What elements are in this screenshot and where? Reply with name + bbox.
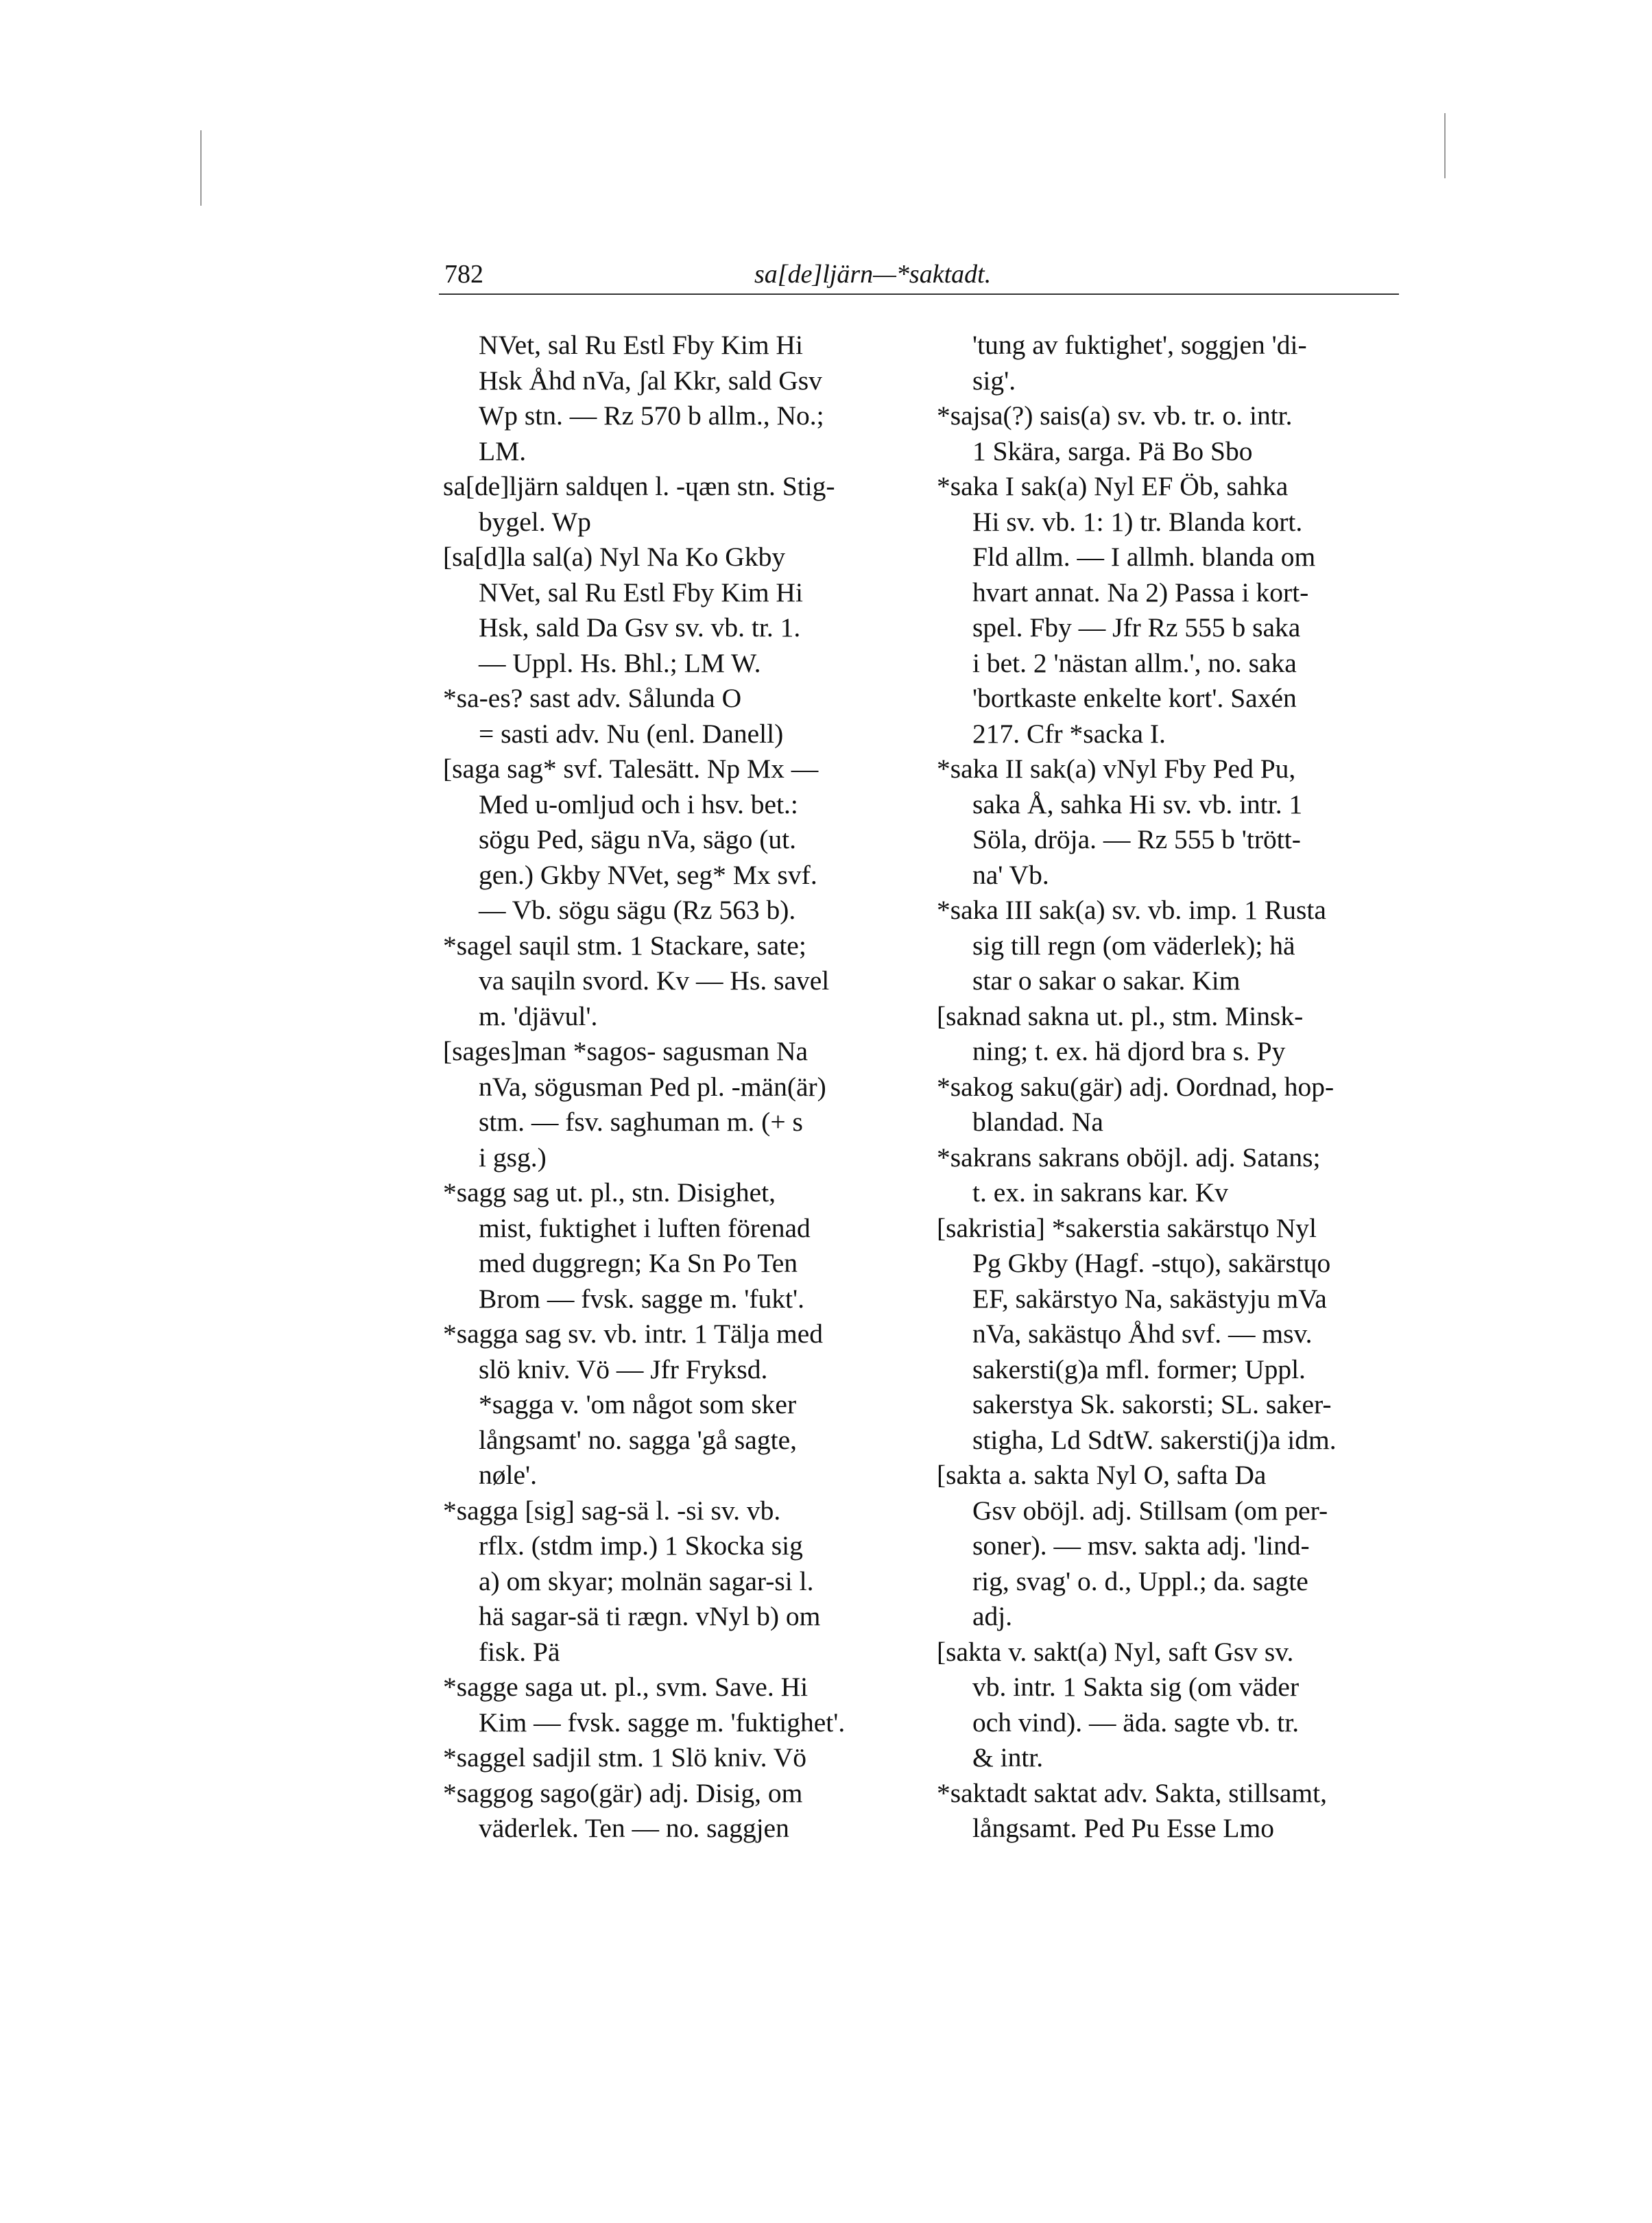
entry-line: vb. intr. 1 Sakta sig (om väder <box>972 1672 1300 1702</box>
running-head: sa[de]ljärn—*saktadt. <box>754 260 992 289</box>
entry-line: *saggog sago(gär) adj. Disig, om <box>443 1777 803 1808</box>
entry-line: *sagga [sig] sag-sä l. -si sv. vb. <box>443 1495 781 1526</box>
entry-line: star o sakar o sakar. Kim <box>972 965 1241 996</box>
entry-line: *sajsa(?) sais(a) sv. vb. tr. o. intr. <box>937 400 1293 431</box>
entry-line: rig, svag' o. d., Uppl.; da. sagte <box>972 1565 1308 1596</box>
entry-line: Hi sv. vb. 1: 1) tr. Blanda kort. <box>972 506 1303 537</box>
entry-line: *sagge saga ut. pl., svm. Save. Hi <box>443 1672 809 1702</box>
entry-line: NVet, sal Ru Estl Fby Kim Hi <box>479 330 803 360</box>
entry-line: saka Å, sahka Hi sv. vb. intr. 1 <box>972 789 1303 819</box>
entry-line: långsamt. Ped Pu Esse Lmo <box>972 1813 1274 1843</box>
entry-line: bygel. Wp <box>479 506 591 537</box>
entry-line: & intr. <box>972 1742 1044 1773</box>
entry-line: ning; t. ex. hä djord bra s. Py <box>972 1036 1286 1066</box>
entry-line: LM. <box>479 435 527 466</box>
entry-line: 1 Skära, sarga. Pä Bo Sbo <box>972 435 1253 466</box>
entry-line: *sakog saku(gär) adj. Oordnad, hop- <box>937 1071 1334 1102</box>
entry-line: [sakta v. sakt(a) Nyl, saft Gsv sv. <box>937 1636 1294 1667</box>
entry-line: Söla, dröja. — Rz 555 b 'trött- <box>972 824 1301 854</box>
entry-line: *saktadt saktat adv. Sakta, stillsamt, <box>937 1777 1327 1808</box>
entry-line: — Vb. sögu sägu (Rz 563 b). <box>479 895 796 925</box>
entry-line: *sagga sag sv. vb. intr. 1 Tälja med <box>443 1319 824 1349</box>
entry-line: *saka I sak(a) Nyl EF Öb, sahka <box>937 471 1289 501</box>
entry-line: *sagg sag ut. pl., stn. Disighet, <box>443 1177 776 1207</box>
entry-line: [sakristia] *sakerstia sakärstɥo Nyl <box>937 1212 1317 1243</box>
entry-line: [saknad sakna ut. pl., stm. Minsk- <box>937 1000 1304 1031</box>
entry-line: [saga sag* svf. Talesätt. Np Mx — <box>443 754 819 784</box>
entry-line: fisk. Pä <box>479 1636 560 1667</box>
entry-line: NVet, sal Ru Estl Fby Kim Hi <box>479 577 803 608</box>
entry-line: *saka III sak(a) sv. vb. imp. 1 Rusta <box>937 895 1326 925</box>
entry-line: EF, sakärstyo Na, sakästyju mVa <box>972 1283 1327 1314</box>
entry-line: och vind). — äda. sagte vb. tr. <box>972 1707 1300 1738</box>
scan-mark-right <box>1444 113 1446 178</box>
scan-mark-left <box>200 130 202 206</box>
entry-line: hvart annat. Na 2) Passa i kort- <box>972 577 1309 608</box>
entry-line: soner). — msv. sakta adj. 'lind- <box>972 1530 1310 1561</box>
entry-line: m. 'djävul'. <box>479 1000 598 1031</box>
entry-line: spel. Fby — Jfr Rz 555 b saka <box>972 612 1301 642</box>
entry-line: sig'. <box>972 365 1016 396</box>
entry-line: 217. Cfr *sacka I. <box>972 718 1166 749</box>
entry-line: 'tung av fuktighet', soggjen 'di- <box>972 330 1307 360</box>
left-column <box>443 328 923 1847</box>
entry-line: Fld allm. — I allmh. blanda om <box>972 542 1316 572</box>
entry-line: [sages]man *sagos- sagusman Na <box>443 1036 809 1066</box>
entry-line: slö kniv. Vö — Jfr Fryksd. <box>479 1354 768 1384</box>
entry-line: sig till regn (om väderlek); hä <box>972 930 1295 961</box>
entry-line: stm. — fsv. saghuman m. (+ s <box>479 1107 803 1137</box>
page-number: 782 <box>444 260 483 289</box>
entry-line: nVa, sakästɥo Åhd svf. — msv. <box>972 1319 1313 1349</box>
entry-line: [sa[d]la sal(a) Nyl Na Ko Gkby <box>443 542 786 572</box>
entry-line: väderlek. Ten — no. saggjen <box>479 1813 789 1843</box>
entry-line: Kim — fvsk. sagge m. 'fuktighet'. <box>479 1707 846 1738</box>
entry-line: na' Vb. <box>972 859 1049 890</box>
entry-line: nøle'. <box>479 1460 537 1490</box>
entry-line: *sagel saɥil stm. 1 Stackare, sate; <box>443 930 806 961</box>
entry-line: Brom — fvsk. sagge m. 'fukt'. <box>479 1283 805 1314</box>
entry-line: *sagga v. 'om något som sker <box>479 1389 797 1419</box>
entry-line: stigha, Ld SdtW. sakersti(j)a idm. <box>972 1424 1337 1455</box>
entry-line: *sakrans sakrans oböjl. adj. Satans; <box>937 1142 1321 1173</box>
right-column <box>937 328 1403 1847</box>
entry-line: Med u-omljud och i hsv. bet.: <box>479 789 798 819</box>
entry-line: nVa, sögusman Ped pl. -män(är) <box>479 1071 826 1102</box>
entry-line: 'bortkaste enkelte kort'. Saxén <box>972 683 1297 713</box>
entry-line: långsamt' no. sagga 'gå sagte, <box>479 1424 797 1455</box>
entry-line: sögu Ped, sägu nVa, sägo (ut. <box>479 824 796 854</box>
entry-line: Hsk, sald Da Gsv sv. vb. tr. 1. <box>479 612 801 642</box>
entry-line: — Uppl. Hs. Bhl.; LM W. <box>479 647 761 678</box>
entry-line: va saɥiln svord. Kv — Hs. savel <box>479 965 830 996</box>
entry-line: t. ex. in sakrans kar. Kv <box>972 1177 1228 1207</box>
entry-line: Gsv oböjl. adj. Stillsam (om per- <box>972 1495 1328 1526</box>
entry-line: mist, fuktighet i luften förenad <box>479 1212 811 1243</box>
entry-line: sa[de]ljärn saldɥen l. -ɥæn stn. Stig- <box>443 471 835 501</box>
entry-line: adj. <box>972 1601 1013 1631</box>
entry-line: [sakta a. sakta Nyl O, safta Da <box>937 1460 1267 1490</box>
entry-line: sakerstya Sk. sakorsti; SL. saker- <box>972 1389 1332 1419</box>
entry-line: sakersti(g)a mfl. former; Uppl. <box>972 1354 1306 1384</box>
entry-line: a) om skyar; molnän sagar-si l. <box>479 1565 814 1596</box>
entry-line: blandad. Na <box>972 1107 1103 1137</box>
header-rule <box>439 293 1399 295</box>
entry-line: *saka II sak(a) vNyl Fby Ped Pu, <box>937 754 1296 784</box>
entry-line: i gsg.) <box>479 1142 547 1173</box>
entry-line: Pg Gkby (Hagf. -stɥo), sakärstɥo <box>972 1248 1331 1278</box>
entry-line: hä sagar-sä ti ræɡn. vNyl b) om <box>479 1601 821 1631</box>
entry-line: rflx. (stdm imp.) 1 Skocka sig <box>479 1530 803 1561</box>
entry-line: *saggel sadjil stm. 1 Slö kniv. Vö <box>443 1742 806 1773</box>
entry-line: i bet. 2 'nästan allm.', no. saka <box>972 647 1297 678</box>
entry-line: med duggregn; Ka Sn Po Ten <box>479 1248 798 1278</box>
entry-line: Hsk Åhd nVa, ʃal Kkr, sald Gsv <box>479 365 822 396</box>
entry-line: Wp stn. — Rz 570 b allm., No.; <box>479 400 824 431</box>
entry-line: gen.) Gkby NVet, seg* Mx svf. <box>479 859 817 890</box>
entry-line: = sasti adv. Nu (enl. Danell) <box>479 718 784 749</box>
entry-line: *sa-es? sast adv. Sålunda O <box>443 683 742 713</box>
